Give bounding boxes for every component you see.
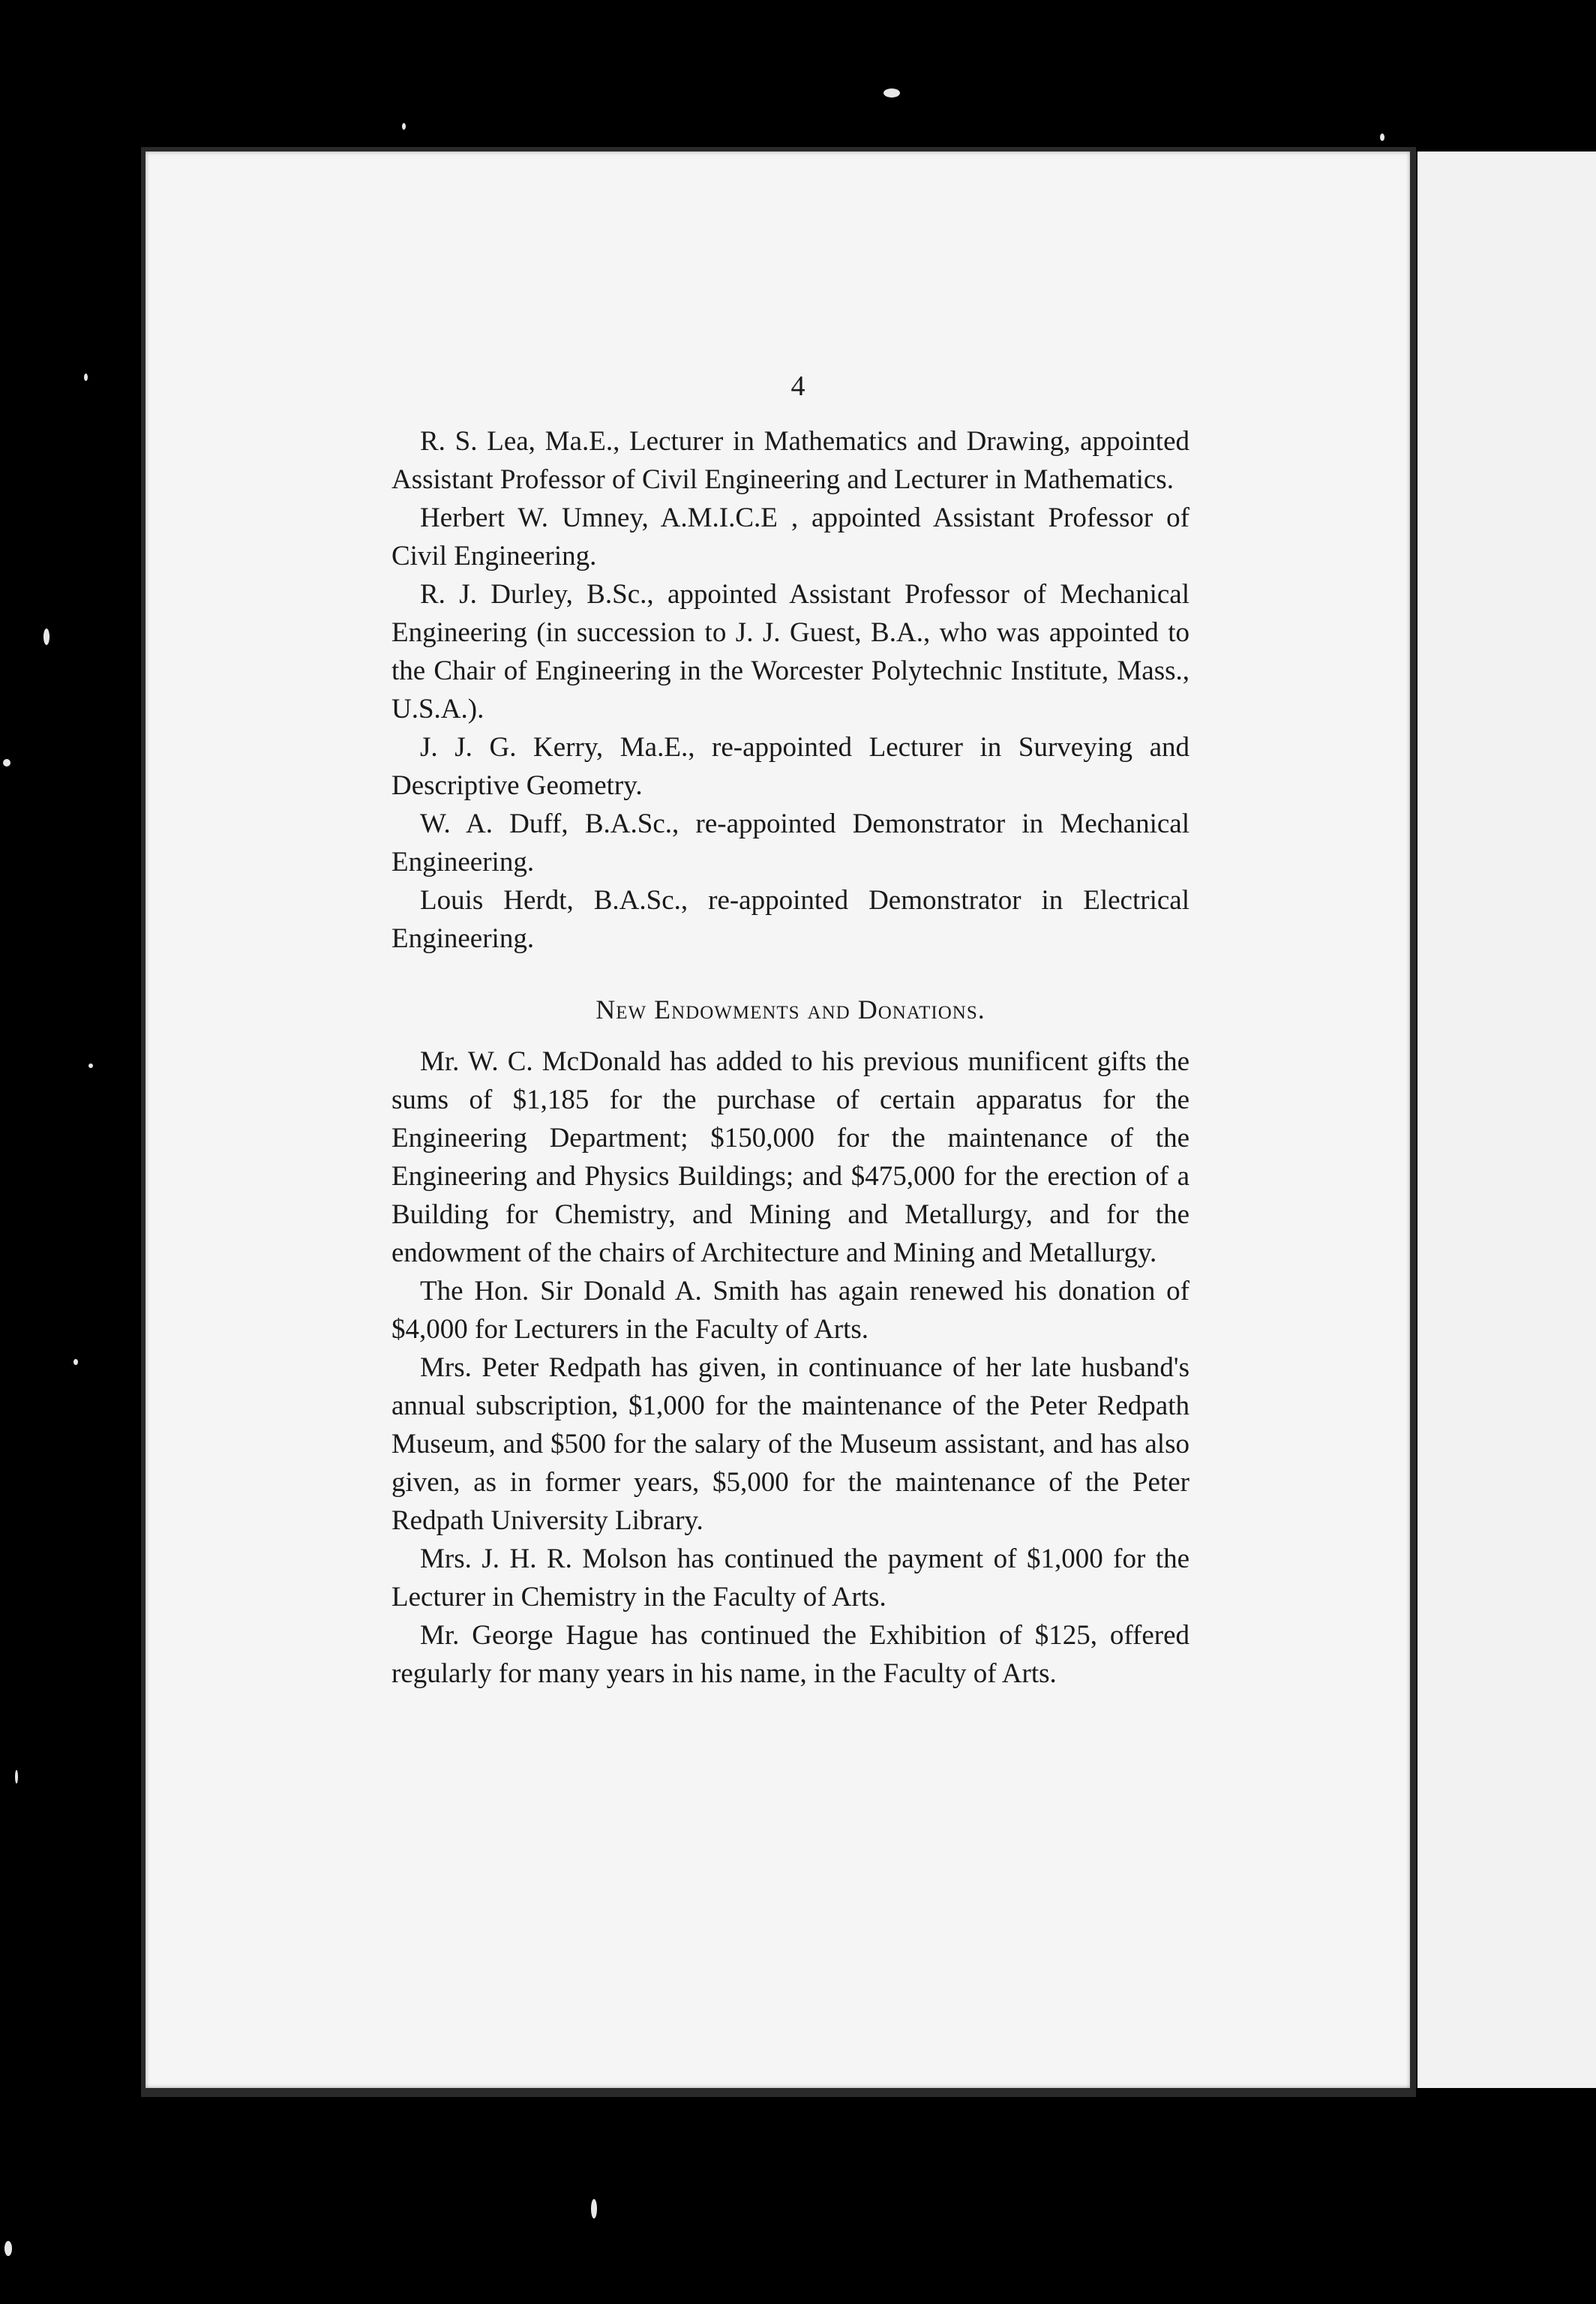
appointment-paragraph: J. J. G. Kerry, Ma.E., re-appointed Lecturer in Surveying and Descriptive Geometry. — [392, 732, 1190, 801]
appointment-paragraph: R. J. Durley, B.Sc., appointed Assistant Professor of Mechanical Engineering (in succession to J. J. Guest, B.A., who was appointed to the Chair of Engineering in the Worcester Polytechnic Institute, Mass., U.S.A.). — [392, 579, 1190, 724]
donation-paragraph: Mrs. Peter Redpath has given, in continuance of her late husband's annual subscription, $1,000 for the maintenance of the Peter Redpath Museum, and $500 for the salary of the Museum assistant, and has also given, as in former years, $5,000 for the maintenance of the Peter Redpath University Library. — [392, 1352, 1190, 1536]
scan-speck — [44, 628, 50, 645]
scan-speck — [402, 123, 406, 130]
appointments-list — [392, 422, 1190, 958]
section-heading: New Endowments and Donations. — [596, 994, 986, 1024]
scan-speck — [3, 759, 10, 766]
adjacent-page-edge — [1418, 152, 1596, 2088]
appointment-paragraph: Louis Herdt, B.A.Sc., re-appointed Demonstrator in Electrical Engineering. — [392, 885, 1190, 954]
scan-speck — [74, 1359, 78, 1365]
scan-speck — [1380, 134, 1384, 141]
page-text — [392, 368, 1190, 1693]
appointment-paragraph: W. A. Duff, B.A.Sc., re-appointed Demonstrator in Mechanical Engineering. — [392, 808, 1190, 878]
scan-speck — [4, 2241, 12, 2256]
scan-speck — [884, 88, 900, 98]
scan-speck — [84, 374, 88, 381]
appointment-paragraph: Herbert W. Umney, A.M.I.C.E , appointed Assistant Professor of Civil Engineering. — [392, 502, 1190, 572]
donations-list — [392, 1042, 1190, 1693]
page-number: 4 — [790, 370, 806, 402]
donation-paragraph: Mr. W. C. McDonald has added to his previous munificent gifts the sums of $1,185 for the purchase of certain apparatus for the Engineering Department; $150,000 for the maintenance of the Engineering and Physics Buildings; and $475,000 for the erection of a Building for Chemistry, and Mining and Metallurgy, and for the endowment of the chairs of Architecture and Mining and Metallurgy. — [392, 1046, 1190, 1268]
donation-paragraph: Mr. George Hague has continued the Exhibition of $125, offered regularly for many years in his name, in the Faculty of Arts. — [392, 1620, 1190, 1689]
scan-speck — [15, 1770, 18, 1784]
scan-speck — [88, 1064, 93, 1068]
donation-paragraph: Mrs. J. H. R. Molson has continued the payment of $1,000 for the Lecturer in Chemistry in the Faculty of Arts. — [392, 1544, 1190, 1612]
appointment-paragraph: R. S. Lea, Ma.E., Lecturer in Mathematics and Drawing, appointed Assistant Professor of Civil Engineering and Lecturer in Mathematics. — [392, 426, 1190, 495]
donation-paragraph: The Hon. Sir Donald A. Smith has again renewed his donation of $4,000 for Lecturers in the Faculty of Arts. — [392, 1276, 1190, 1345]
scan-speck — [591, 2199, 597, 2218]
